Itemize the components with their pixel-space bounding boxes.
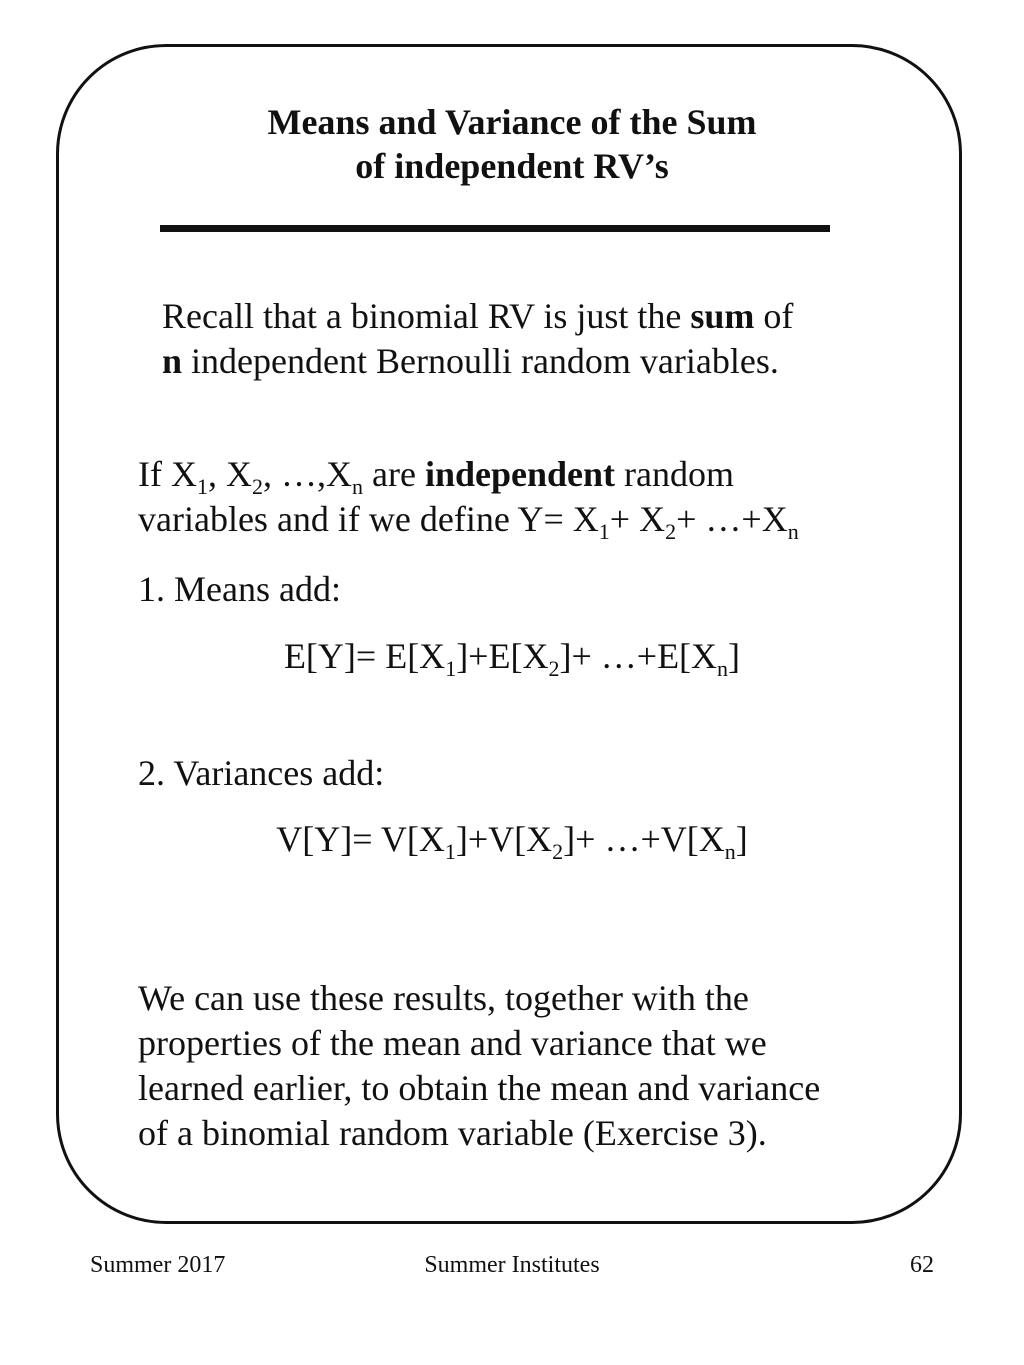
recall-bold-sum: sum: [690, 296, 755, 336]
def-text: + …+X: [676, 499, 788, 539]
def-text: + X: [609, 499, 666, 539]
def-text: If X: [138, 454, 197, 494]
eq-text: V[Y]= V[X: [276, 819, 445, 859]
eq-text: ]+ …+E[X: [559, 636, 718, 676]
recall-bold-n: n: [162, 341, 183, 381]
closing-line: of a binomial random variable (Exercise 3).: [138, 1113, 767, 1153]
page-number: 62: [910, 1252, 934, 1278]
def-text: , …,X: [262, 454, 352, 494]
closing-line: learned earlier, to obtain the mean and variance: [138, 1068, 821, 1108]
subscript: n: [717, 656, 729, 681]
closing-paragraph: [138, 976, 820, 1156]
def-text: variables and if we define Y= X: [138, 499, 599, 539]
subscript: n: [351, 474, 363, 499]
def-bold-independent: independent: [424, 454, 615, 494]
title-line-1: Means and Variance of the Sum: [267, 102, 757, 142]
def-text: random: [615, 454, 734, 494]
subscript: 2: [548, 656, 560, 681]
subscript: 1: [598, 519, 610, 544]
definition-paragraph: [138, 452, 799, 542]
subscript: 1: [445, 656, 457, 681]
recall-text: independent Bernoulli random variables.: [182, 341, 779, 381]
def-text: , X: [207, 454, 252, 494]
means-label: 1. Means add:: [138, 569, 341, 609]
eq-text: ]: [735, 819, 748, 859]
subscript: 2: [552, 839, 564, 864]
variances-equation: [0, 818, 1024, 864]
eq-text: E[Y]= E[X: [283, 636, 446, 676]
subscript: 1: [444, 839, 456, 864]
recall-text: Recall that a binomial RV is just the: [162, 296, 691, 336]
subscript: 2: [251, 474, 263, 499]
subscript: 2: [665, 519, 677, 544]
slide-title: [0, 100, 1024, 188]
recall-text: of: [754, 296, 794, 336]
eq-text: ]+ …+V[X: [563, 819, 725, 859]
closing-line: We can use these results, together with the: [138, 978, 749, 1018]
eq-text: ]+V[X: [455, 819, 553, 859]
footer-date: Summer 2017: [90, 1252, 226, 1278]
means-equation: [0, 635, 1024, 681]
subscript: n: [787, 519, 799, 544]
subscript: 1: [196, 474, 208, 499]
def-text: are: [362, 454, 425, 494]
eq-text: ]: [728, 636, 741, 676]
title-rule: [160, 225, 830, 232]
recall-paragraph: [162, 294, 793, 384]
subscript: n: [724, 839, 736, 864]
title-line-2: of independent RV’s: [355, 146, 669, 186]
footer-institution: Summer Institutes: [424, 1252, 600, 1278]
variances-label: 2. Variances add:: [138, 753, 385, 793]
eq-text: ]+E[X: [456, 636, 549, 676]
closing-line: properties of the mean and variance that we: [138, 1023, 767, 1063]
